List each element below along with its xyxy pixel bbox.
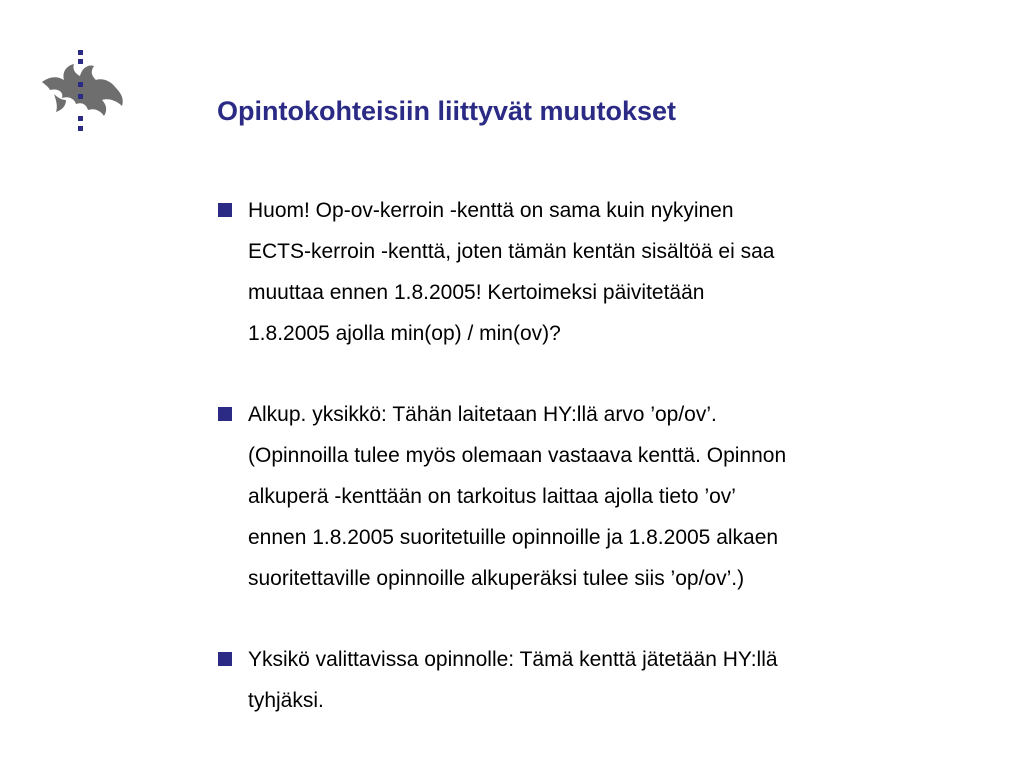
bullet-line: alkuperä -kenttään on tarkoitus laittaa ajolla tieto ’ov’ xyxy=(248,485,736,508)
bullet-line: 1.8.2005 ajolla min(op) / min(ov)? xyxy=(248,322,561,345)
bullet-line: Huom! Op-ov-kerroin -kenttä on sama kuin nykyinen xyxy=(248,199,734,222)
square-bullet-icon xyxy=(218,203,232,217)
bullet-line: muuttaa ennen 1.8.2005! Kertoimeksi päivitetään xyxy=(248,281,705,304)
bullet-line: (Opinnoilla tulee myös olemaan vastaava kenttä. Opinnon xyxy=(248,444,787,467)
bullet-line: ennen 1.8.2005 suoritetuille opinnoille ja 1.8.2005 alkaen xyxy=(248,526,779,549)
square-bullet-icon xyxy=(218,407,232,421)
slide-title: Opintokohteisiin liittyvät muutokset xyxy=(217,96,677,126)
bullet-line: ECTS-kerroin -kenttä, joten tämän kentän sisältöä ei saa xyxy=(248,240,775,263)
bullet-item xyxy=(218,639,998,721)
bullet-list xyxy=(218,190,998,761)
bullet-line: Alkup. yksikkö: Tähän laitetaan HY:llä arvo ’op/ov’. xyxy=(248,403,717,426)
bullet-line: Yksikö valittavissa opinnolle: Tämä kenttä jätetään HY:llä xyxy=(248,648,778,671)
bullet-item xyxy=(218,394,998,599)
square-bullet-icon xyxy=(218,652,232,666)
bullet-line: suoritettaville opinnoille alkuperäksi tulee siis ’op/ov’.) xyxy=(248,567,745,590)
university-flame-logo-icon xyxy=(36,46,128,136)
bullet-line: tyhjäksi. xyxy=(248,689,324,712)
bullet-item xyxy=(218,190,998,354)
